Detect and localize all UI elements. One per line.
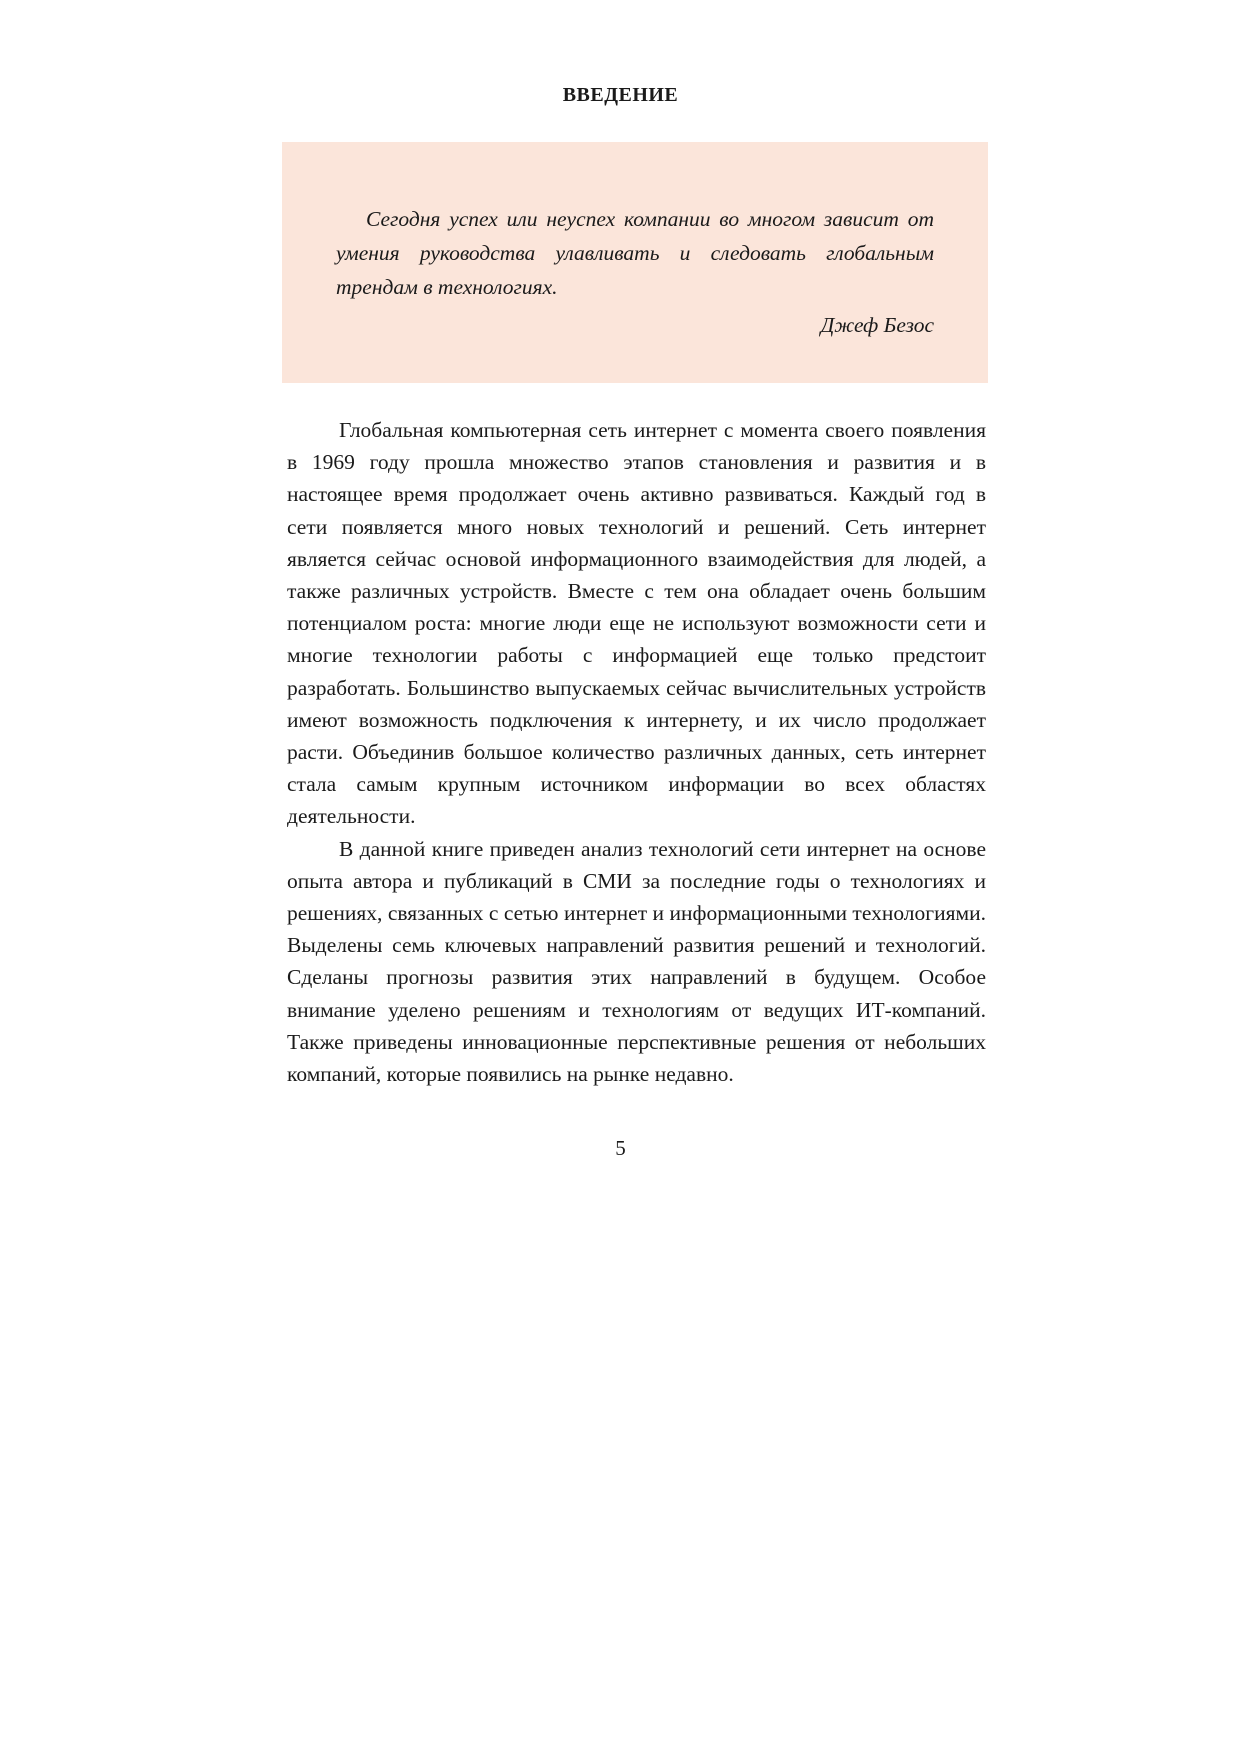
epigraph-quote: Сегодня успех или неуспех компании во многом зависит от умения руководства улавливать и следовать глобальным трендам в технологиях. [336, 207, 934, 299]
body-paragraph: Глобальная компьютерная сеть интернет с момента своего появления в 1969 году прошла множество этапов становления и развития и в настоящее время продолжает очень активно развиваться. Каждый год в сети появляется много новых технологий и решений. Сеть интернет является сейчас основой информационного взаимодействия для людей, а также различных устройств. Вместе с тем она обладает очень большим потенциалом роста: многие люди еще не используют возможности сети и многие технологии работы с информацией еще только предстоит разработать. Большинство выпускаемых сейчас вычислительных устройств имеют возможность подключения к интернету, и их число продолжает расти. Объединив большое количество различных данных, сеть интернет стала самым крупным источником информации во всех областях деятельности. [287, 418, 986, 829]
chapter-title: ВВЕДЕНИЕ [562, 84, 679, 106]
page-number: 5 [615, 1136, 626, 1160]
body-text [287, 414, 986, 1090]
epigraph-author: Джеф Безос [820, 313, 934, 337]
body-paragraph: В данной книге приведен анализ технологий сети интернет на основе опыта автора и публикаций в СМИ за последние годы о технологиях и решениях, связанных с сетью интернет и информационными технологиями. Выделены семь ключевых направлений развития решений и технологий. Сделаны прогнозы развития этих направлений в будущем. Особое внимание уделено решениям и технологиям от ведущих ИТ-компаний. Также приведены инновационные перспективные решения от небольших компаний, которые появились на рынке недавно. [287, 836, 986, 1087]
epigraph-box [282, 142, 988, 383]
